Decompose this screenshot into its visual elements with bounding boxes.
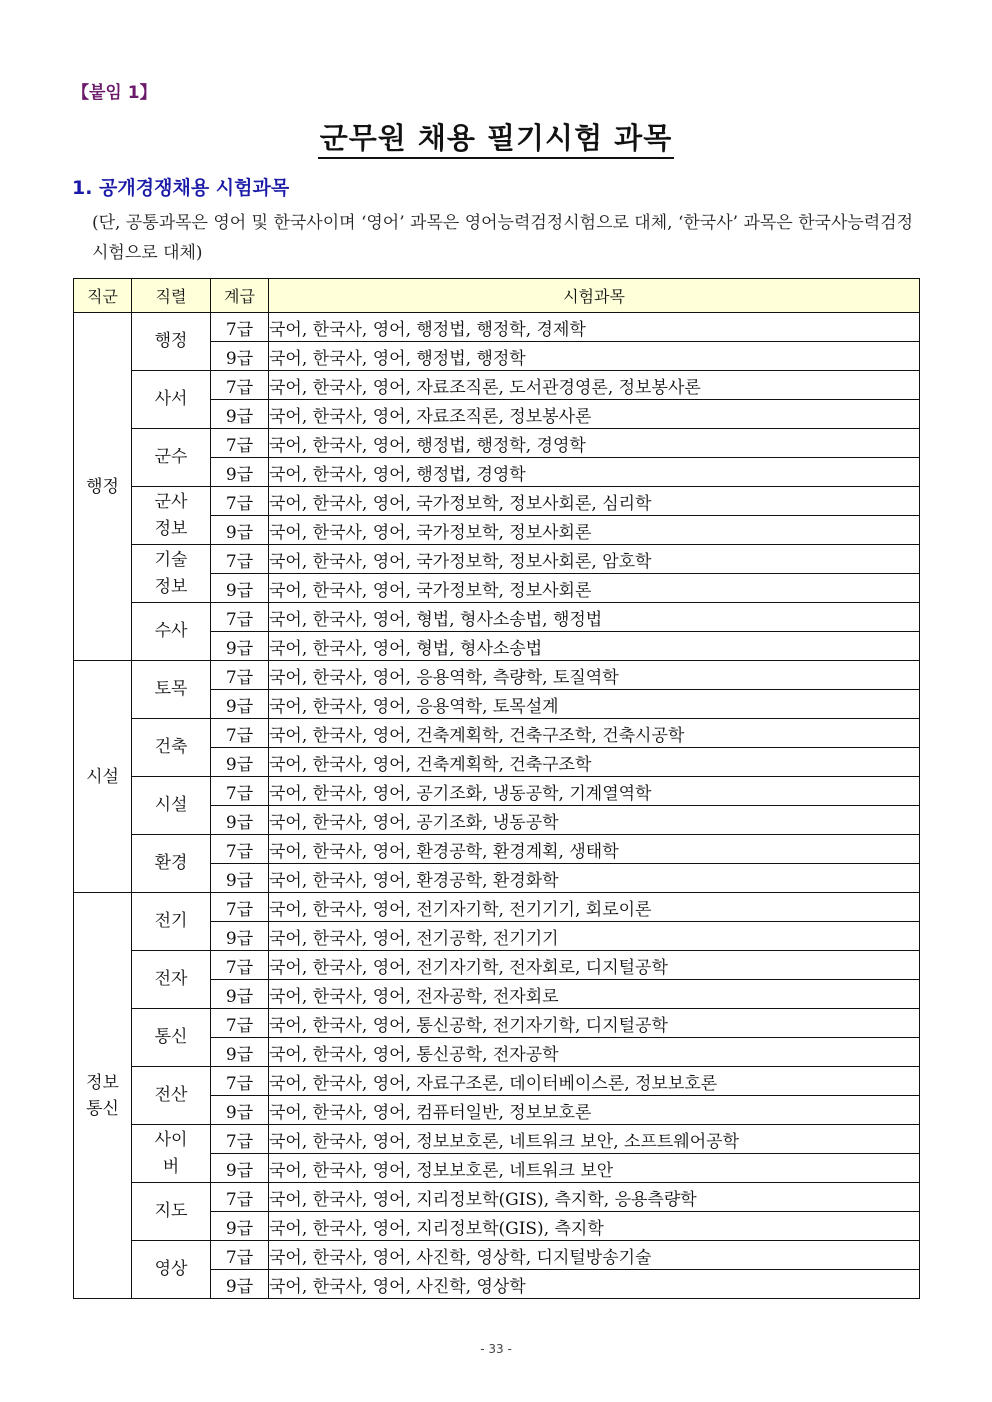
table-row <box>74 893 920 922</box>
job-group-cell: 시설 <box>74 661 132 893</box>
subjects-cell: 국어, 한국사, 영어, 공기조화, 냉동공학 <box>269 806 920 835</box>
grade-cell: 7급 <box>211 371 269 400</box>
subjects-cell: 국어, 한국사, 영어, 형법, 형사소송법 <box>269 632 920 661</box>
table-row <box>74 487 920 516</box>
subjects-cell: 국어, 한국사, 영어, 응용역학, 토목설계 <box>269 690 920 719</box>
subjects-cell: 국어, 한국사, 영어, 자료조직론, 정보봉사론 <box>269 400 920 429</box>
grade-cell: 9급 <box>211 1038 269 1067</box>
table-header-row <box>74 279 920 313</box>
page-number: - 33 - <box>480 1342 512 1356</box>
job-series-cell: 군수 <box>132 429 211 487</box>
grade-cell: 9급 <box>211 806 269 835</box>
grade-cell: 9급 <box>211 748 269 777</box>
grade-cell: 7급 <box>211 545 269 574</box>
grade-cell: 7급 <box>211 1009 269 1038</box>
grade-cell: 7급 <box>211 1183 269 1212</box>
job-series-cell: 토목 <box>132 661 211 719</box>
table-row <box>74 1183 920 1212</box>
subjects-cell: 국어, 한국사, 영어, 전기자기학, 전자회로, 디지털공학 <box>269 951 920 980</box>
subjects-cell: 국어, 한국사, 영어, 컴퓨터일반, 정보보호론 <box>269 1096 920 1125</box>
subjects-cell: 국어, 한국사, 영어, 국가정보학, 정보사회론, 암호학 <box>269 545 920 574</box>
grade-cell: 9급 <box>211 516 269 545</box>
job-group-cell: 행정 <box>74 313 132 661</box>
table-row <box>74 1125 920 1154</box>
subjects-cell: 국어, 한국사, 영어, 자료구조론, 데이터베이스론, 정보보호론 <box>269 1067 920 1096</box>
job-series-cell: 사서 <box>132 371 211 429</box>
grade-cell: 7급 <box>211 951 269 980</box>
grade-cell: 7급 <box>211 1125 269 1154</box>
grade-cell: 9급 <box>211 342 269 371</box>
job-series-cell: 군사정보 <box>132 487 211 545</box>
grade-cell: 7급 <box>211 835 269 864</box>
subjects-cell: 국어, 한국사, 영어, 통신공학, 전기자기학, 디지털공학 <box>269 1009 920 1038</box>
subjects-cell: 국어, 한국사, 영어, 사진학, 영상학, 디지털방송기술 <box>269 1241 920 1270</box>
exam-subjects-table <box>73 278 920 1299</box>
subjects-cell: 국어, 한국사, 영어, 지리정보학(GIS), 측지학, 응용측량학 <box>269 1183 920 1212</box>
grade-cell: 7급 <box>211 893 269 922</box>
subjects-cell: 국어, 한국사, 영어, 건축계획학, 건축구조학 <box>269 748 920 777</box>
page-title-text: 군무원 채용 필기시험 과목 <box>318 121 674 159</box>
page-title <box>0 116 992 157</box>
table-row <box>74 719 920 748</box>
subjects-cell: 국어, 한국사, 영어, 국가정보학, 정보사회론 <box>269 574 920 603</box>
subjects-cell: 국어, 한국사, 영어, 건축계획학, 건축구조학, 건축시공학 <box>269 719 920 748</box>
grade-cell: 7급 <box>211 429 269 458</box>
table-row <box>74 545 920 574</box>
subjects-cell: 국어, 한국사, 영어, 전기자기학, 전기기기, 회로이론 <box>269 893 920 922</box>
subjects-cell: 국어, 한국사, 영어, 환경공학, 환경화학 <box>269 864 920 893</box>
job-group-cell: 정보통신 <box>74 893 132 1299</box>
grade-cell: 9급 <box>211 1270 269 1299</box>
table-row <box>74 835 920 864</box>
job-series-cell: 통신 <box>132 1009 211 1067</box>
section-note: (단, 공통과목은 영어 및 한국사이며 ‘영어’ 과목은 영어능력검정시험으로 대체, ‘한국사’ 과목은 한국사능력검정시험으로 대체) <box>92 213 914 263</box>
grade-cell: 9급 <box>211 458 269 487</box>
header-job-series: 직렬 <box>132 279 211 313</box>
subjects-cell: 국어, 한국사, 영어, 국가정보학, 정보사회론, 심리학 <box>269 487 920 516</box>
table-row <box>74 1241 920 1270</box>
grade-cell: 7급 <box>211 1241 269 1270</box>
subjects-cell: 국어, 한국사, 영어, 형법, 형사소송법, 행정법 <box>269 603 920 632</box>
job-series-cell: 환경 <box>132 835 211 893</box>
table-row <box>74 951 920 980</box>
table-row <box>74 603 920 632</box>
table-row <box>74 777 920 806</box>
subjects-cell: 국어, 한국사, 영어, 행정법, 행정학, 경영학 <box>269 429 920 458</box>
subjects-cell: 국어, 한국사, 영어, 지리정보학(GIS), 측지학 <box>269 1212 920 1241</box>
job-series-cell: 영상 <box>132 1241 211 1299</box>
subjects-cell: 국어, 한국사, 영어, 정보보호론, 네트워크 보안, 소프트웨어공학 <box>269 1125 920 1154</box>
grade-cell: 7급 <box>211 487 269 516</box>
table-row <box>74 1067 920 1096</box>
subjects-cell: 국어, 한국사, 영어, 사진학, 영상학 <box>269 1270 920 1299</box>
table-body <box>74 313 920 1299</box>
table-row <box>74 313 920 342</box>
subjects-cell: 국어, 한국사, 영어, 공기조화, 냉동공학, 기계열역학 <box>269 777 920 806</box>
subjects-cell: 국어, 한국사, 영어, 전기공학, 전기기기 <box>269 922 920 951</box>
table-row <box>74 661 920 690</box>
job-series-cell: 수사 <box>132 603 211 661</box>
subjects-cell: 국어, 한국사, 영어, 전자공학, 전자회로 <box>269 980 920 1009</box>
grade-cell: 9급 <box>211 1154 269 1183</box>
table-row <box>74 1009 920 1038</box>
attachment-label: 【붙임 1】 <box>72 83 157 103</box>
header-grade: 계급 <box>211 279 269 313</box>
job-series-cell: 기술정보 <box>132 545 211 603</box>
job-series-cell: 전자 <box>132 951 211 1009</box>
grade-cell: 9급 <box>211 1096 269 1125</box>
header-subjects: 시험과목 <box>269 279 920 313</box>
subjects-cell: 국어, 한국사, 영어, 정보보호론, 네트워크 보안 <box>269 1154 920 1183</box>
table-row <box>74 429 920 458</box>
job-series-cell: 건축 <box>132 719 211 777</box>
subjects-cell: 국어, 한국사, 영어, 국가정보학, 정보사회론 <box>269 516 920 545</box>
table-row <box>74 371 920 400</box>
grade-cell: 9급 <box>211 980 269 1009</box>
grade-cell: 9급 <box>211 1212 269 1241</box>
job-series-cell: 사이버 <box>132 1125 211 1183</box>
grade-cell: 9급 <box>211 400 269 429</box>
subjects-cell: 국어, 한국사, 영어, 자료조직론, 도서관경영론, 정보봉사론 <box>269 371 920 400</box>
header-job-group: 직군 <box>74 279 132 313</box>
grade-cell: 7급 <box>211 1067 269 1096</box>
job-series-cell: 전기 <box>132 893 211 951</box>
subjects-cell: 국어, 한국사, 영어, 행정법, 행정학, 경제학 <box>269 313 920 342</box>
subjects-cell: 국어, 한국사, 영어, 행정법, 행정학 <box>269 342 920 371</box>
section-heading: 1. 공개경쟁채용 시험과목 <box>72 177 290 199</box>
grade-cell: 9급 <box>211 690 269 719</box>
grade-cell: 9급 <box>211 632 269 661</box>
grade-cell: 7급 <box>211 603 269 632</box>
grade-cell: 7급 <box>211 661 269 690</box>
grade-cell: 9급 <box>211 922 269 951</box>
subjects-cell: 국어, 한국사, 영어, 통신공학, 전자공학 <box>269 1038 920 1067</box>
job-series-cell: 시설 <box>132 777 211 835</box>
grade-cell: 7급 <box>211 719 269 748</box>
subjects-cell: 국어, 한국사, 영어, 응용역학, 측량학, 토질역학 <box>269 661 920 690</box>
job-series-cell: 행정 <box>132 313 211 371</box>
grade-cell: 7급 <box>211 313 269 342</box>
grade-cell: 9급 <box>211 864 269 893</box>
job-series-cell: 지도 <box>132 1183 211 1241</box>
subjects-cell: 국어, 한국사, 영어, 환경공학, 환경계획, 생태학 <box>269 835 920 864</box>
subjects-cell: 국어, 한국사, 영어, 행정법, 경영학 <box>269 458 920 487</box>
job-series-cell: 전산 <box>132 1067 211 1125</box>
grade-cell: 9급 <box>211 574 269 603</box>
grade-cell: 7급 <box>211 777 269 806</box>
